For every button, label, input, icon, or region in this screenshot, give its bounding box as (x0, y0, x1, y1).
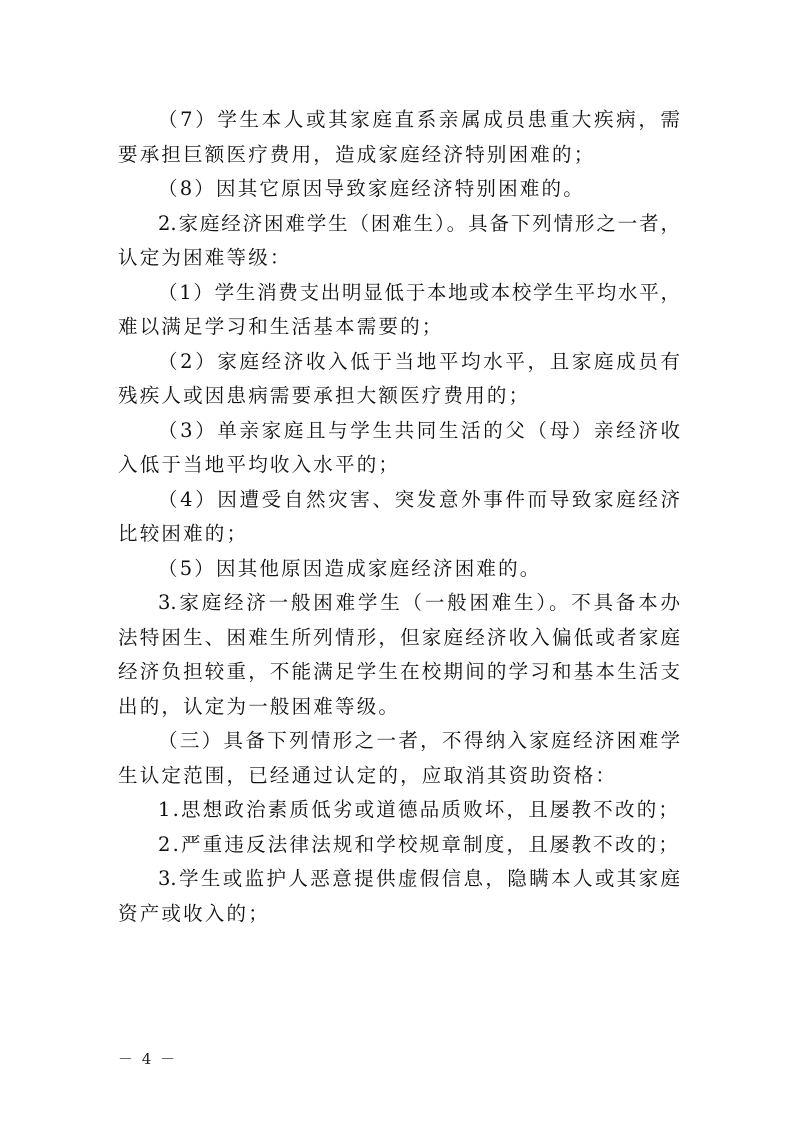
paragraph-line: （1）学生消费支出明显低于本地或本校学生平均水平， (158, 280, 680, 304)
paragraph-line: 认定为困难等级： (118, 246, 292, 269)
paragraph-line: 难以满足学习和生活基本需要的； (118, 315, 444, 338)
paragraph-line: （三）具备下列情形之一者，不得纳入家庭经济困难学 (158, 729, 680, 752)
paragraph-line: （7）学生本人或其家庭直系亲属成员患重大疾病，需 (158, 108, 680, 131)
paragraph-line: （3）单亲家庭且与学生共同生活的父（母）亲经济收 (158, 418, 680, 442)
paragraph-line: 1.思想政治素质低劣或道德品质败坏，且屡教不改的； (158, 798, 681, 821)
paragraph-line: （2）家庭经济收入低于当地平均水平，且家庭成员有 (158, 349, 680, 373)
paragraph-line: （8）因其它原因导致家庭经济特别困难的。 (158, 177, 585, 200)
paragraph-line: 资产或收入的； (118, 901, 270, 925)
paragraph-line: 2.家庭经济困难学生（困难生）。具备下列情形之一者， (158, 211, 680, 235)
paragraph-line: 法特困生、困难生所列情形，但家庭经济收入偏低或者家庭 (118, 625, 680, 649)
body-text (118, 103, 680, 931)
paragraph-line: 比较困难的； (118, 522, 249, 545)
paragraph-line: 2.严重违反法律法规和学校规章制度，且屡教不改的； (158, 832, 681, 856)
paragraph-line: 要承担巨额医疗费用，造成家庭经济特别困难的； (118, 142, 596, 166)
paragraph-line: 出的，认定为一般困难等级。 (118, 694, 401, 718)
paragraph-line: 生认定范围，已经通过认定的，应取消其资助资格： (118, 763, 618, 787)
paragraph-line: 残疾人或因患病需要承担大额医疗费用的； (118, 384, 531, 407)
paragraph-line: 经济负担较重，不能满足学生在校期间的学习和基本生活支 (118, 660, 680, 683)
paragraph-line: （5）因其他原因造成家庭经济困难的。 (158, 556, 542, 580)
page-number: － 4 － (118, 1050, 178, 1068)
paragraph-line: 3.学生或监护人恶意提供虚假信息，隐瞒本人或其家庭 (158, 867, 680, 890)
paragraph-line: 入低于当地平均收入水平的； (118, 453, 401, 476)
paragraph-line: （4）因遭受自然灾害、突发意外事件而导致家庭经济 (158, 487, 680, 511)
paragraph-line: 3.家庭经济一般困难学生（一般困难生）。不具备本办 (158, 591, 680, 614)
